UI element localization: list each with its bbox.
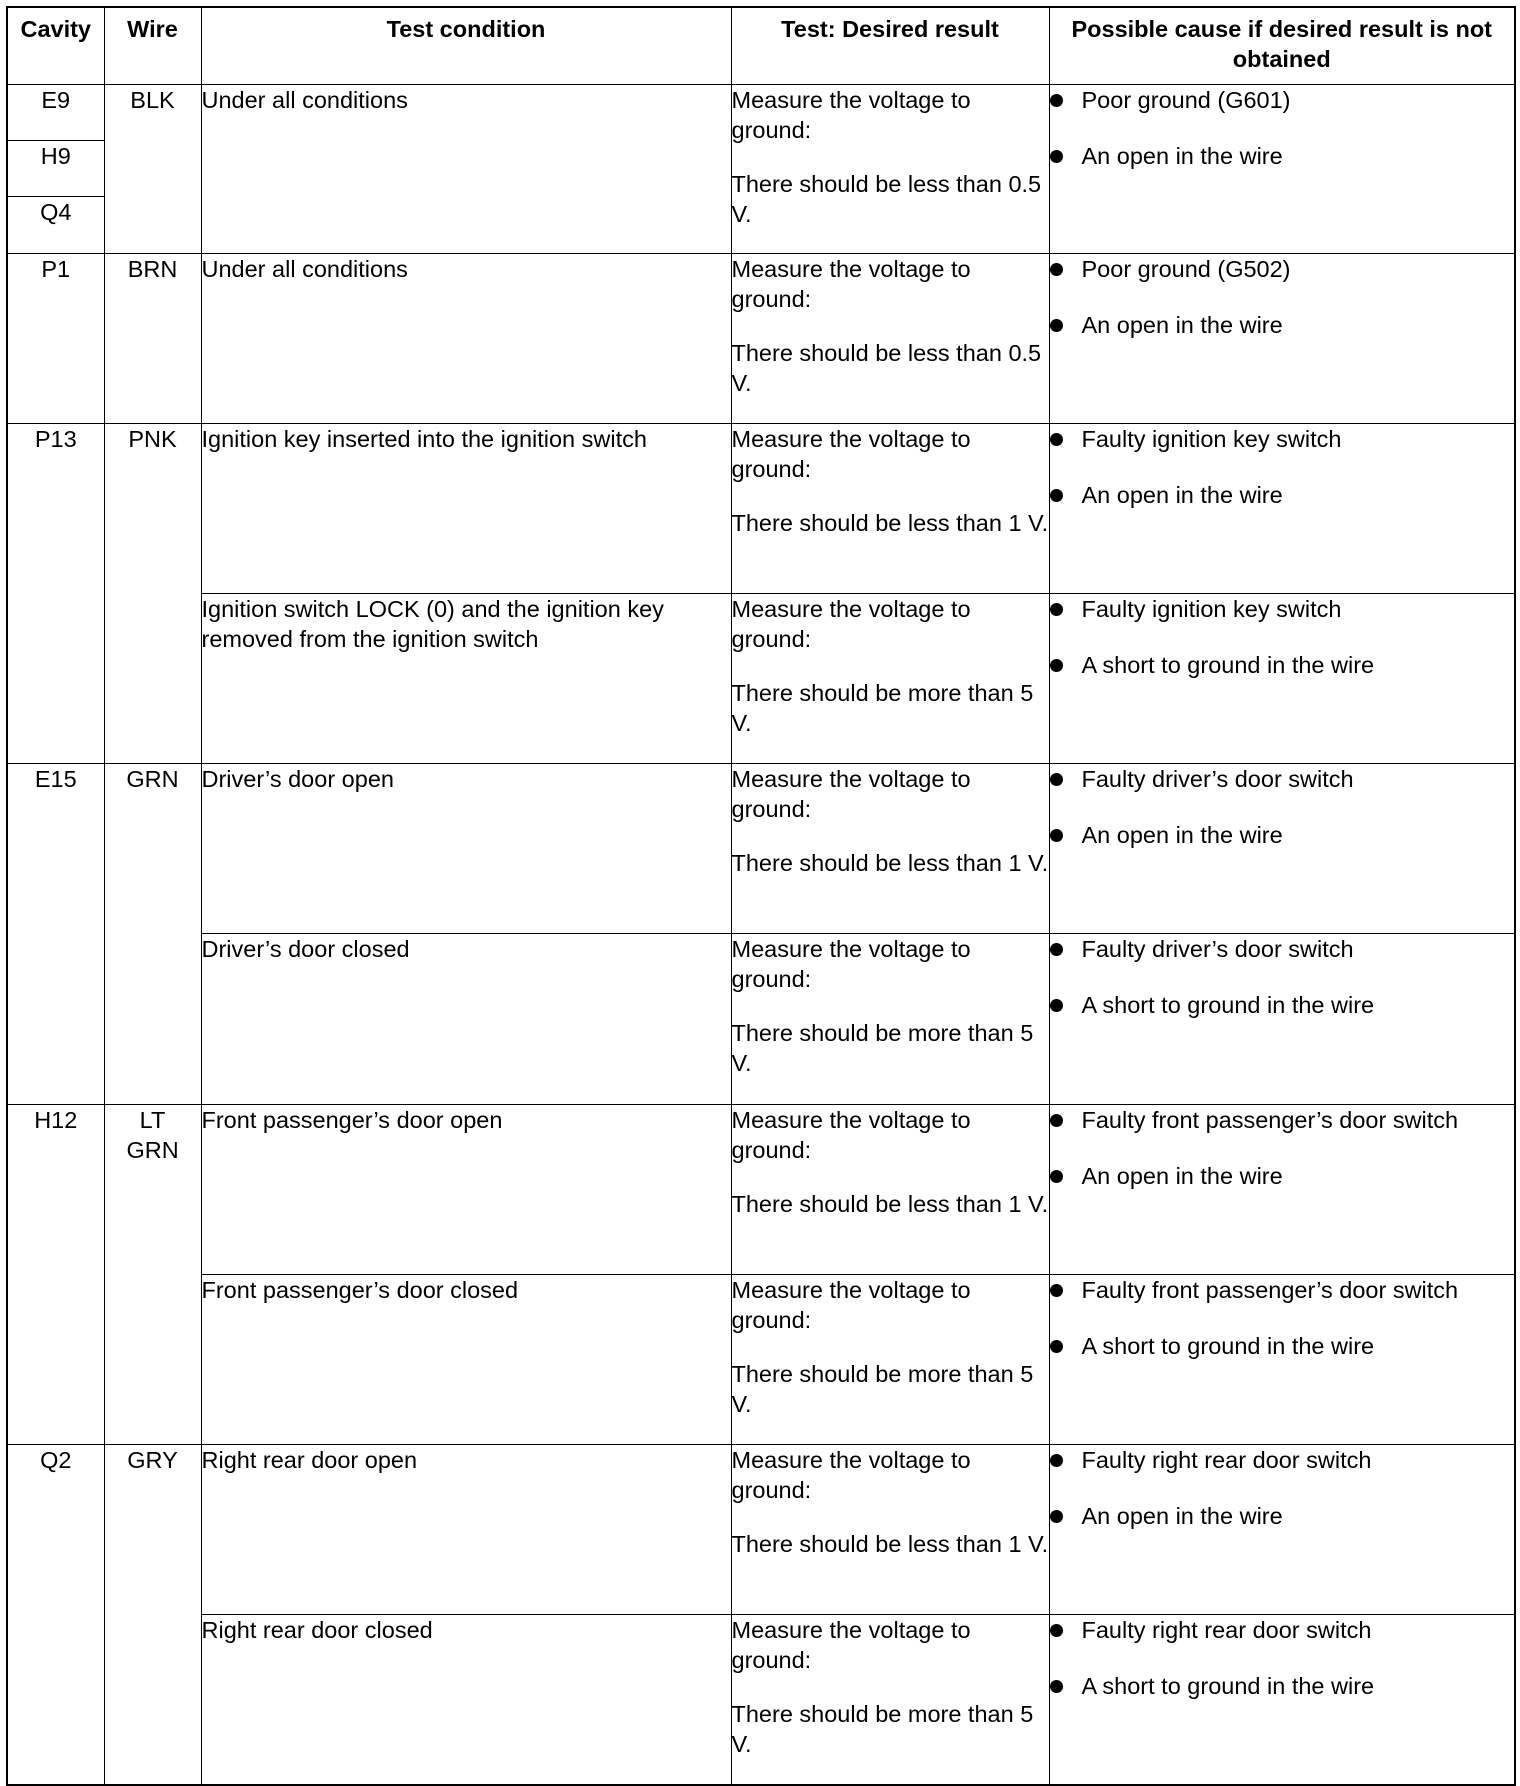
table-row (7, 1274, 1515, 1444)
diagnostic-table (6, 6, 1516, 1786)
condition-cell: Front passenger’s door open (201, 1104, 731, 1274)
bullet-icon (1050, 263, 1063, 276)
cause-text: Faulty right rear door switch (1081, 1447, 1372, 1473)
result-instruction: Measure the voltage to ground: (731, 1276, 971, 1333)
cause-item (1050, 650, 1515, 680)
table-row (7, 84, 1515, 140)
cause-item (1050, 1501, 1515, 1531)
header-wire: Wire (104, 7, 201, 84)
wire-cell: PNK (104, 423, 201, 763)
header-possible-cause: Possible cause if desired result is not obtained (1049, 7, 1515, 84)
result-expected: There should be less than 1 V. (731, 1531, 1049, 1557)
cause-text: Faulty right rear door switch (1081, 1617, 1372, 1644)
cause-cell (1049, 934, 1515, 1104)
cause-cell (1049, 423, 1515, 593)
bullet-icon (1050, 943, 1063, 956)
cause-text: An open in the wire (1081, 142, 1283, 169)
result-expected: There should be more than 5 V. (731, 1701, 1034, 1758)
header-row (7, 7, 1515, 84)
cause-item (1050, 310, 1515, 340)
result-cell (731, 253, 1049, 423)
wire-cell: GRN (104, 764, 201, 1104)
condition-cell: Driver’s door open (201, 764, 731, 934)
result-instruction: Measure the voltage to ground: (731, 425, 971, 482)
result-cell (731, 1615, 1049, 1785)
cause-text: A short to ground in the wire (1081, 1332, 1375, 1359)
cavity-cell: P13 (7, 423, 104, 763)
cause-text: Faulty ignition key switch (1081, 425, 1342, 452)
result-instruction: Measure the voltage to ground: (731, 596, 971, 653)
wire-cell: GRY (104, 1445, 201, 1786)
condition-cell: Right rear door closed (201, 1615, 731, 1785)
bullet-icon (1050, 999, 1063, 1012)
cause-item (1050, 1105, 1515, 1135)
cause-item (1050, 141, 1515, 171)
cause-cell (1049, 1104, 1515, 1274)
result-cell (731, 594, 1049, 764)
cause-cell (1049, 764, 1515, 934)
result-cell (731, 84, 1049, 253)
cause-text: Faulty driver’s door switch (1081, 936, 1354, 963)
cause-cell (1049, 84, 1515, 253)
table-row (7, 423, 1515, 593)
cause-text: A short to ground in the wire (1081, 652, 1375, 679)
result-cell (731, 423, 1049, 593)
cause-cell (1049, 1445, 1515, 1615)
cavity-cell: P1 (7, 253, 104, 423)
cause-item (1050, 1671, 1515, 1701)
cause-item (1050, 1161, 1515, 1191)
bullet-icon (1050, 773, 1063, 786)
cause-item (1050, 990, 1515, 1020)
cause-text: Faulty front passenger’s door switch (1081, 1276, 1459, 1303)
cavity-cell: H12 (7, 1104, 104, 1444)
table-row (7, 1445, 1515, 1615)
bullet-icon (1050, 1510, 1063, 1523)
cause-text: A short to ground in the wire (1081, 992, 1375, 1019)
wire-cell: BRN (104, 253, 201, 423)
cause-item (1050, 1275, 1515, 1305)
cause-text: A short to ground in the wire (1081, 1673, 1375, 1700)
bullet-icon (1050, 319, 1063, 332)
cause-item (1050, 764, 1515, 794)
cavity-cell: Q2 (7, 1445, 104, 1786)
condition-cell: Ignition switch LOCK (0) and the ignition key removed from the ignition switch (201, 594, 731, 764)
cause-item (1050, 594, 1515, 624)
cause-text: Poor ground (G502) (1081, 255, 1291, 282)
cause-text: An open in the wire (1081, 822, 1283, 849)
result-instruction: Measure the voltage to ground: (731, 1617, 971, 1674)
table-row (7, 253, 1515, 423)
cause-text: Faulty ignition key switch (1081, 596, 1342, 623)
result-instruction: Measure the voltage to ground: (731, 255, 971, 312)
cause-cell (1049, 594, 1515, 764)
result-instruction: Measure the voltage to ground: (731, 1447, 971, 1503)
cause-item (1050, 1331, 1515, 1361)
cause-item (1050, 1615, 1515, 1645)
cavity-cell: E15 (7, 764, 104, 1104)
table-row (7, 934, 1515, 1104)
cause-text: An open in the wire (1081, 1503, 1283, 1529)
bullet-icon (1050, 1680, 1063, 1693)
cause-text: An open in the wire (1081, 311, 1283, 338)
bullet-icon (1050, 1454, 1063, 1467)
cavity-cell: E9 (7, 84, 104, 140)
cause-text: An open in the wire (1081, 1162, 1283, 1189)
wire-cell: BLK (104, 84, 201, 253)
result-expected: There should be less than 0.5 V. (731, 339, 1042, 396)
result-expected: There should be less than 1 V. (731, 1190, 1049, 1217)
result-instruction: Measure the voltage to ground: (731, 766, 971, 823)
result-cell (731, 934, 1049, 1104)
result-instruction: Measure the voltage to ground: (731, 86, 971, 143)
bullet-icon (1050, 489, 1063, 502)
table-row (7, 1615, 1515, 1785)
result-cell (731, 1104, 1049, 1274)
bullet-icon (1050, 94, 1063, 107)
cause-item (1050, 254, 1515, 284)
bullet-icon (1050, 1340, 1063, 1353)
condition-cell: Right rear door open (201, 1445, 731, 1615)
cause-item (1050, 1445, 1515, 1475)
result-expected: There should be less than 1 V. (731, 509, 1049, 536)
bullet-icon (1050, 1624, 1063, 1637)
result-expected: There should be more than 5 V. (731, 680, 1034, 737)
header-cavity: Cavity (7, 7, 104, 84)
result-expected: There should be less than 1 V. (731, 850, 1049, 877)
result-instruction: Measure the voltage to ground: (731, 1106, 971, 1163)
cavity-cell: Q4 (7, 197, 104, 253)
cavity-cell: H9 (7, 140, 104, 196)
condition-cell: Front passenger’s door closed (201, 1274, 731, 1444)
bullet-icon (1050, 433, 1063, 446)
header-test-condition: Test condition (201, 7, 731, 84)
wire-cell: LT GRN (104, 1104, 201, 1444)
bullet-icon (1050, 659, 1063, 672)
cause-text: An open in the wire (1081, 481, 1283, 508)
cause-item (1050, 820, 1515, 850)
cause-item (1050, 424, 1515, 454)
table-row (7, 1104, 1515, 1274)
bullet-icon (1050, 1114, 1063, 1127)
result-cell (731, 1445, 1049, 1615)
cause-item (1050, 480, 1515, 510)
cause-cell (1049, 1274, 1515, 1444)
result-instruction: Measure the voltage to ground: (731, 936, 971, 993)
condition-cell: Driver’s door closed (201, 934, 731, 1104)
result-expected: There should be more than 5 V. (731, 1020, 1034, 1077)
header-desired-result: Test: Desired result (731, 7, 1049, 84)
table-row (7, 764, 1515, 934)
bullet-icon (1050, 1284, 1063, 1297)
cause-text: Faulty driver’s door switch (1081, 766, 1354, 793)
result-cell (731, 1274, 1049, 1444)
bullet-icon (1050, 150, 1063, 163)
result-expected: There should be more than 5 V. (731, 1360, 1034, 1417)
cause-text: Poor ground (G601) (1081, 86, 1291, 113)
table-row (7, 594, 1515, 764)
condition-cell: Under all conditions (201, 253, 731, 423)
cause-item (1050, 934, 1515, 964)
cause-text: Faulty front passenger’s door switch (1081, 1106, 1459, 1133)
result-cell (731, 764, 1049, 934)
bullet-icon (1050, 829, 1063, 842)
cause-cell (1049, 253, 1515, 423)
bullet-icon (1050, 603, 1063, 616)
cause-item (1050, 85, 1515, 115)
result-expected: There should be less than 0.5 V. (731, 170, 1042, 227)
condition-cell: Under all conditions (201, 84, 731, 253)
cause-cell (1049, 1615, 1515, 1785)
bullet-icon (1050, 1170, 1063, 1183)
condition-cell: Ignition key inserted into the ignition switch (201, 423, 731, 593)
